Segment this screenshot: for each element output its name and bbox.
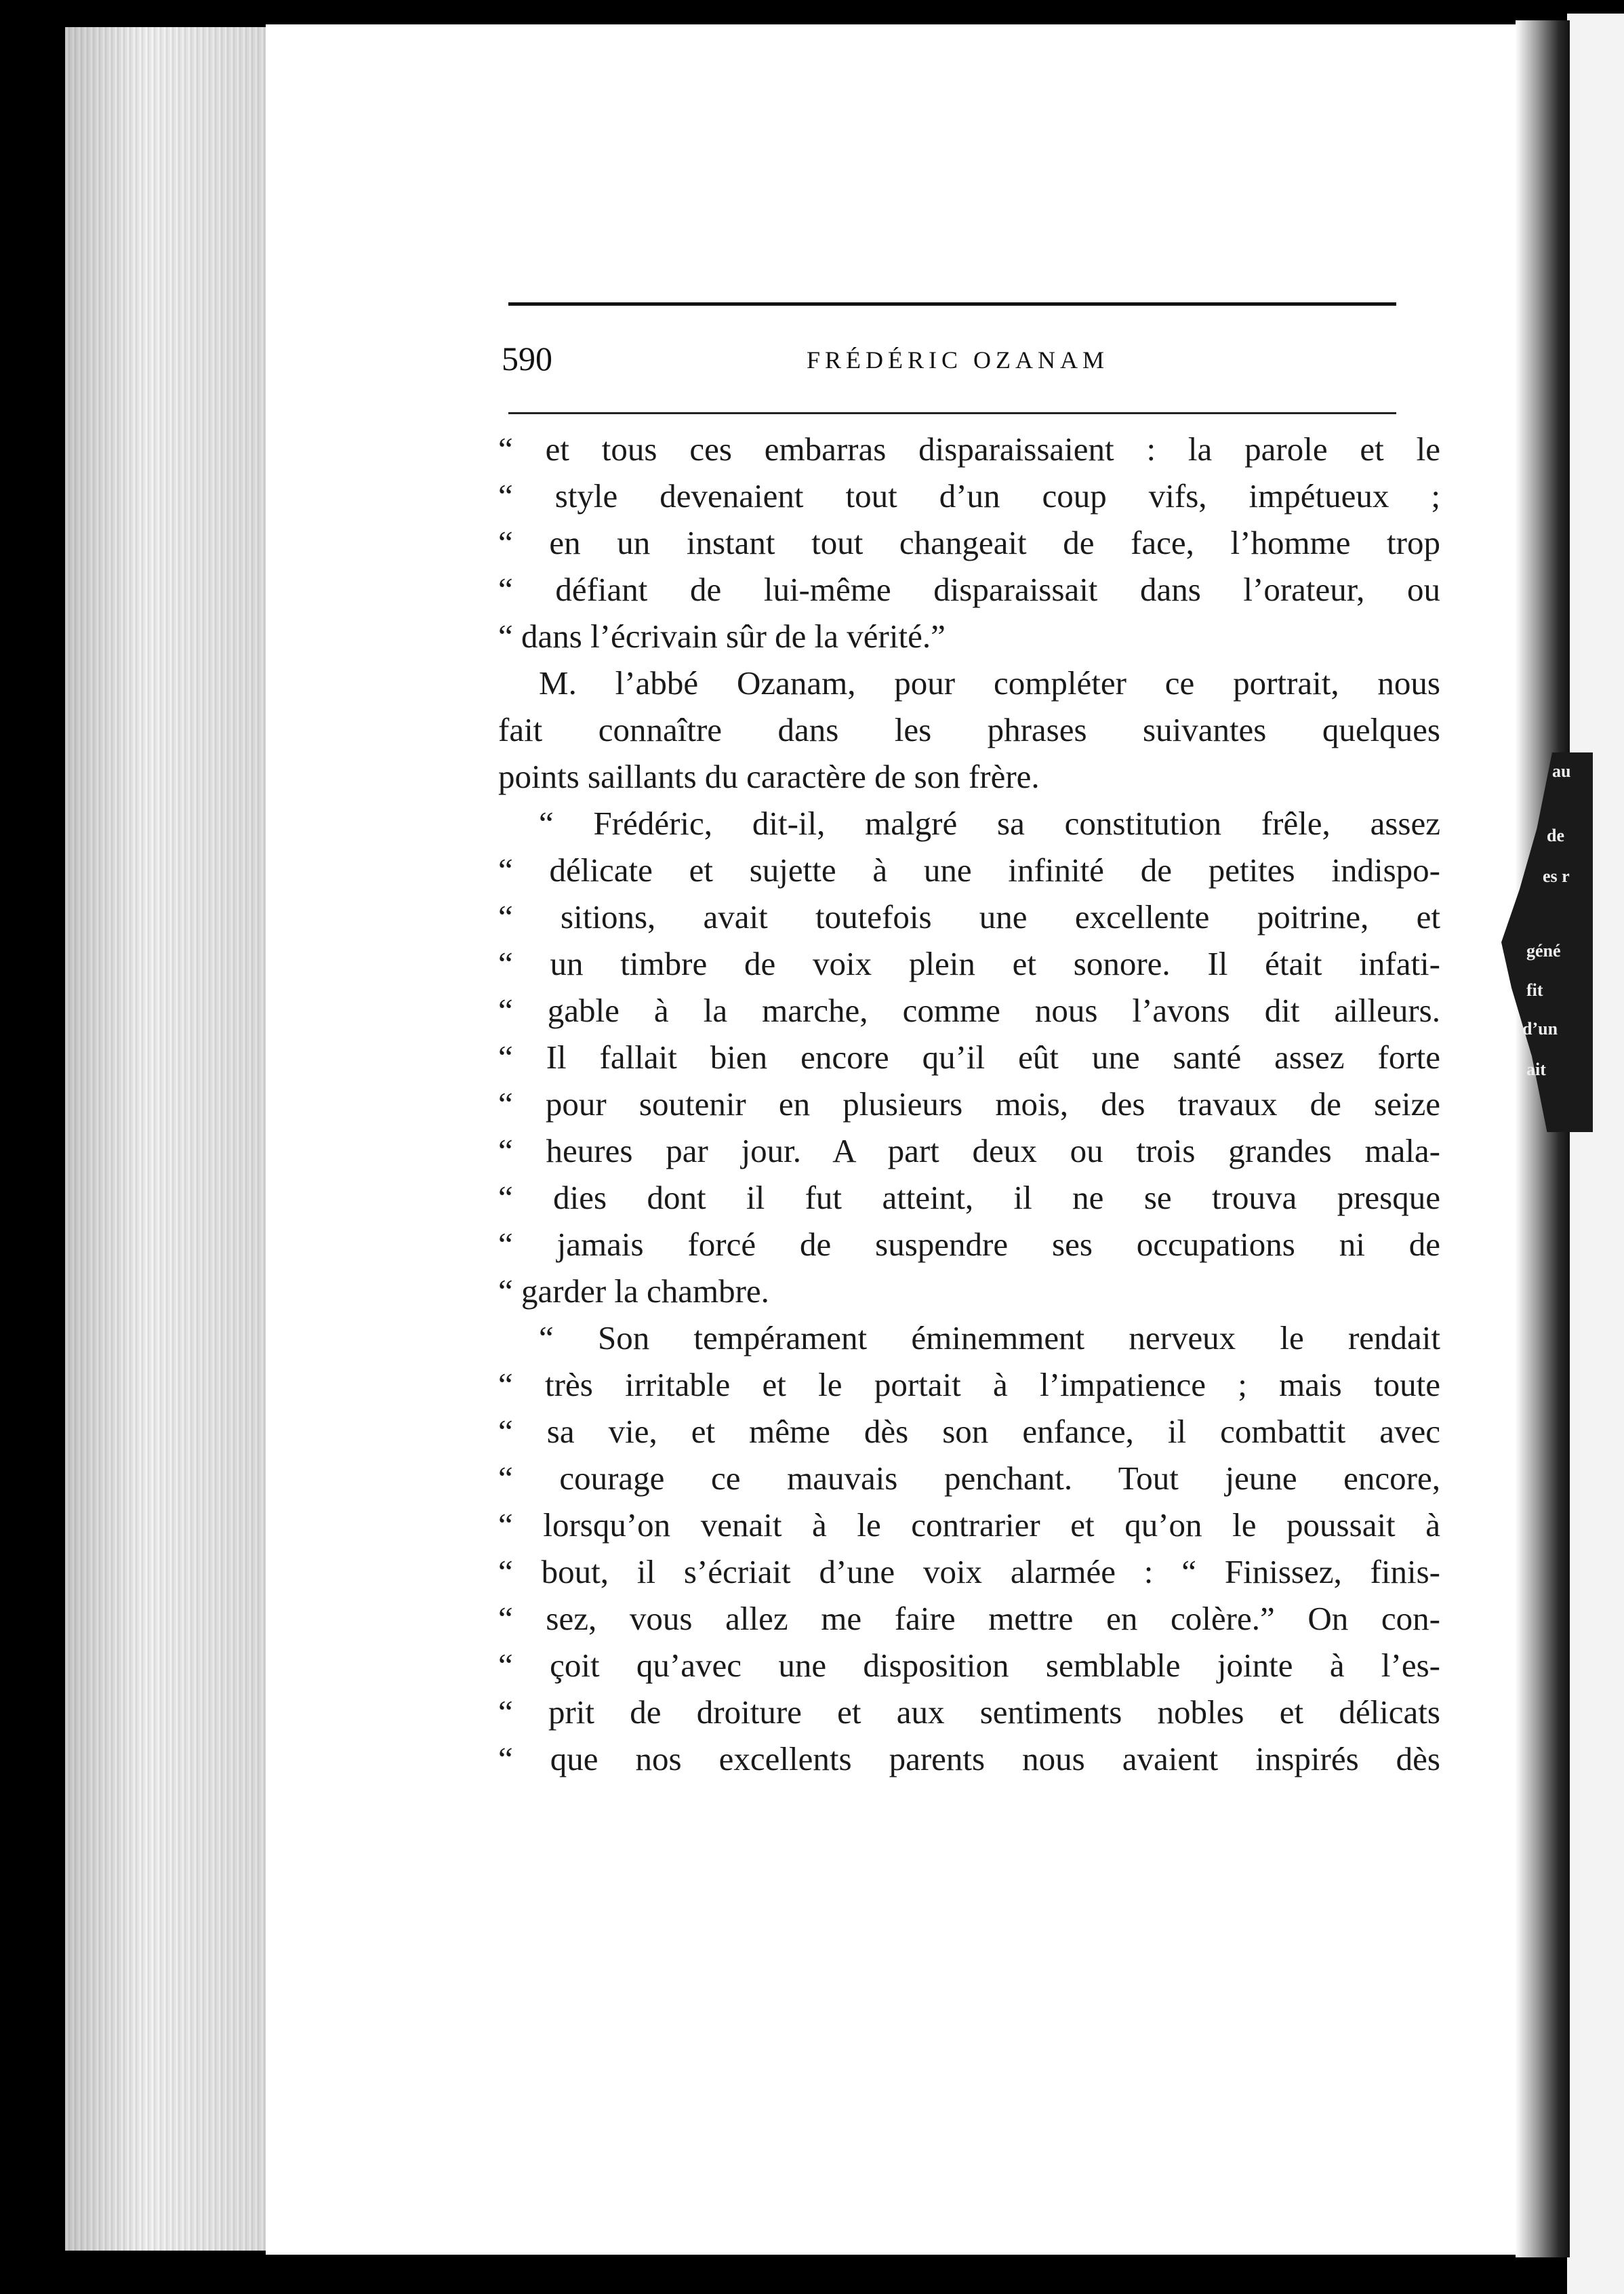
text-line: “ prit de droiture et aux sentiments nobles et délicats: [498, 1693, 1440, 1731]
text-line: M. l’abbé Ozanam, pour compléter ce portrait, nous: [539, 664, 1440, 702]
page-edges-shade: [65, 27, 268, 2251]
fragment-text: de: [1547, 826, 1564, 845]
text-line: “ délicate et sujette à une infinité de petites indispo-: [498, 851, 1440, 889]
text-line: “ dans l’écrivain sûr de la vérité.”: [498, 618, 946, 655]
text-line: “ lorsqu’on venait à le contrarier et qu’on le poussait à: [498, 1506, 1440, 1544]
page-number: 590: [502, 340, 552, 378]
text-line: “ en un instant tout changeait de face, l’homme trop: [498, 524, 1440, 561]
text-line: “ sa vie, et même dès son enfance, il combattit avec: [498, 1413, 1440, 1450]
text-line: “ que nos excellents parents nous avaient inspirés dès: [498, 1740, 1440, 1777]
book-gutter: [1516, 20, 1570, 2257]
text-line: “ Il fallait bien encore qu’il eût une santé assez forte: [498, 1039, 1440, 1076]
text-line: “ bout, il s’écriait d’une voix alarmée : “ Finissez, finis-: [498, 1553, 1440, 1590]
text-line: “ pour soutenir en plusieurs mois, des travaux de seize: [498, 1085, 1440, 1123]
fragment-text: es r: [1543, 866, 1570, 886]
page-header: [502, 339, 1403, 386]
fragment-text: ait: [1526, 1060, 1546, 1079]
text-line: “ sez, vous allez me faire mettre en colère.” On con-: [498, 1600, 1440, 1637]
text-line: “ style devenaient tout d’un coup vifs, impétueux ;: [498, 477, 1440, 515]
text-line: “ dies dont il fut atteint, il ne se trouva presque: [498, 1179, 1440, 1216]
body-text: [498, 426, 1440, 1782]
text-line: “ jamais forcé de suspendre ses occupations ni de: [498, 1226, 1440, 1263]
text-line: “ défiant de lui-même disparaissait dans l’orateur, ou: [498, 571, 1440, 608]
fragment-text: au: [1552, 761, 1571, 781]
next-page-edge: [1567, 14, 1624, 2294]
header-rule-bottom: [508, 412, 1396, 414]
text-line: “ et tous ces embarras disparaissaient : la parole et le: [498, 430, 1440, 468]
text-line: “ çoit qu’avec une disposition semblable jointe à l’es-: [498, 1647, 1440, 1684]
fragment-text: d’un: [1522, 1019, 1558, 1039]
text-line: “ Frédéric, dit-il, malgré sa constitution frêle, assez: [539, 805, 1440, 842]
fragment-text: géné: [1526, 941, 1561, 961]
text-line: “ courage ce mauvais penchant. Tout jeune encore,: [498, 1460, 1440, 1497]
text-line: points saillants du caractère de son frère.: [498, 758, 1040, 795]
fragment-text: fit: [1526, 980, 1543, 1000]
text-line: “ heures par jour. A part deux ou trois grandes mala-: [498, 1132, 1440, 1169]
text-line: “ un timbre de voix plein et sonore. Il était infati-: [498, 945, 1440, 982]
text-line: “ garder la chambre.: [498, 1272, 769, 1310]
header-rule-top: [508, 302, 1396, 306]
text-line: “ très irritable et le portait à l’impatience ; mais toute: [498, 1366, 1440, 1403]
running-head: FRÉDÉRIC OZANAM: [807, 346, 1110, 374]
text-line: “ sitions, avait toutefois une excellente poitrine, et: [498, 898, 1440, 935]
text-line: fait connaître dans les phrases suivantes quelques: [498, 711, 1440, 748]
text-line: “ gable à la marche, comme nous l’avons dit ailleurs.: [498, 992, 1440, 1029]
text-line: “ Son tempérament éminemment nerveux le rendait: [539, 1319, 1440, 1356]
